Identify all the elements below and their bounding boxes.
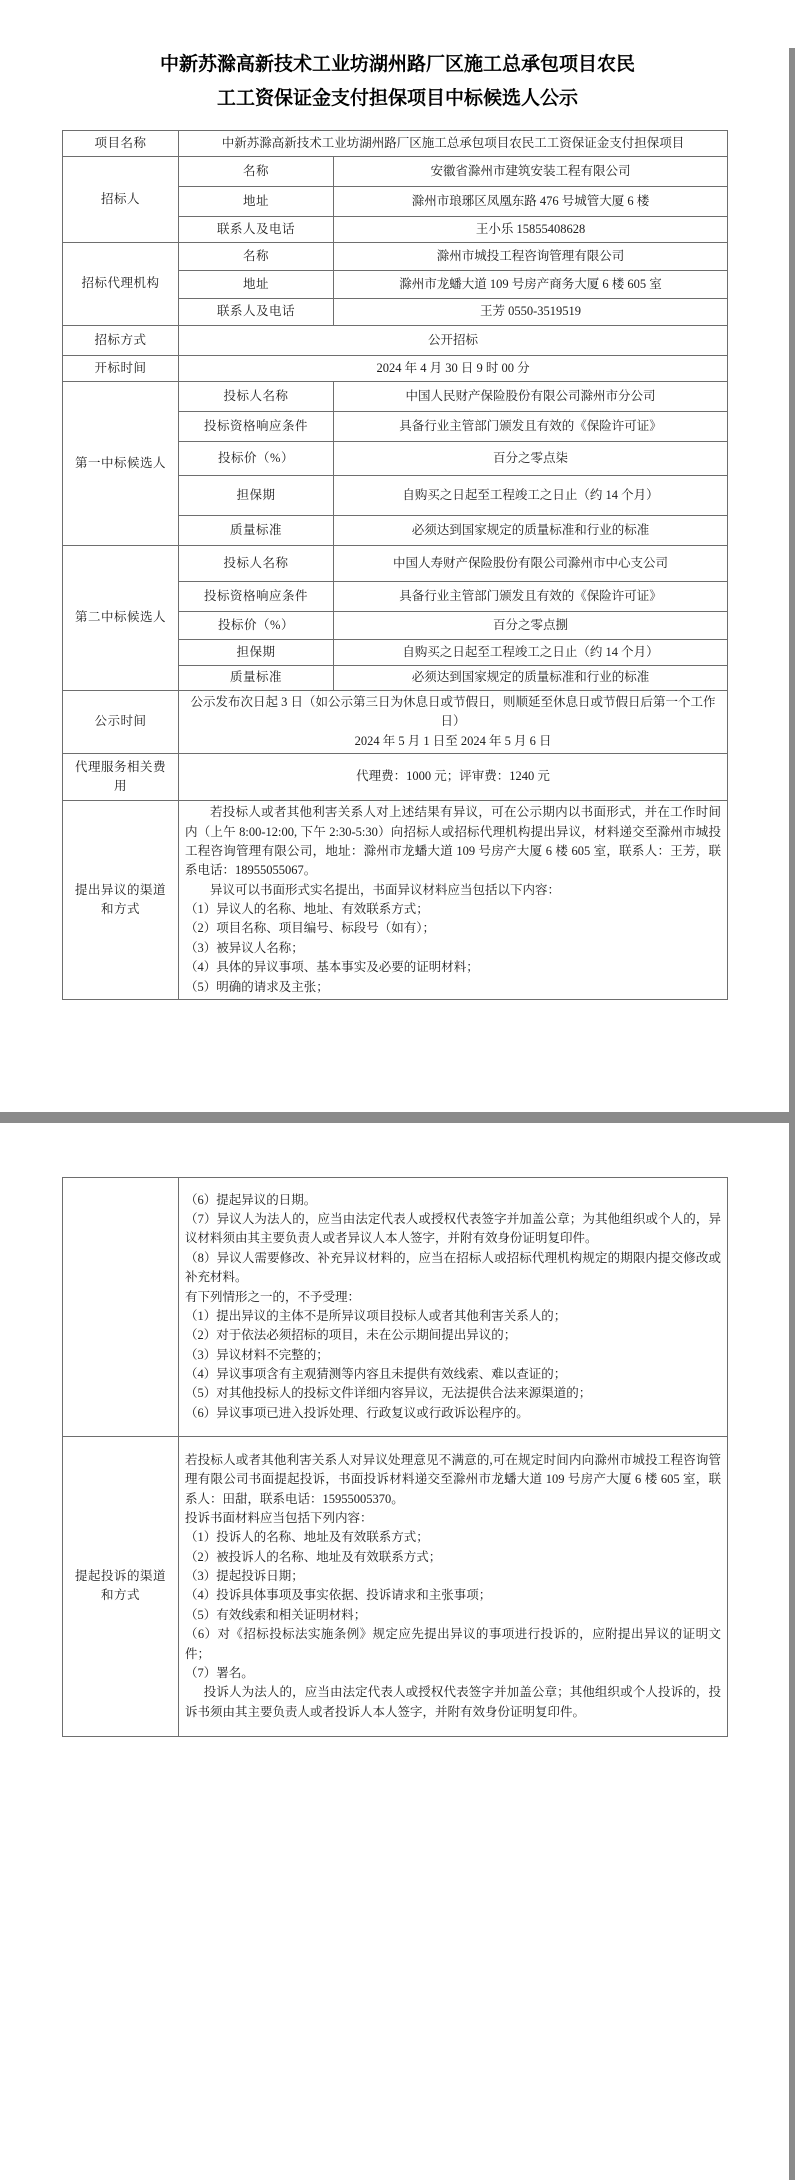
objection-list-item: （5）明确的请求及主张； <box>185 979 329 994</box>
document-page <box>0 48 795 1737</box>
agency-fee-label: 代理服务相关费用 <box>63 754 179 801</box>
candidate1-guarantee-period-value: 自购买之日起至工程竣工之日止（约 14 个月） <box>334 476 728 516</box>
bid-opening-time-value: 2024 年 4 月 30 日 9 时 00 分 <box>179 356 728 382</box>
table-row <box>63 1436 728 1736</box>
announcement-table-page2 <box>62 1177 728 1737</box>
objection-rejection-item: （4）异议事项含有主观猜测等内容且未提供有效线索、难以查证的； <box>185 1367 567 1381</box>
objection-continuation-content <box>179 1177 728 1436</box>
candidate1-qualification-value: 具备行业主管部门颁发且有效的《保险许可证》 <box>334 412 728 442</box>
publicity-time-dates: 2024 年 5 月 1 日至 2024 年 5 月 6 日 <box>354 733 552 748</box>
bid-method-label: 招标方式 <box>63 326 179 356</box>
agency-contact-label: 联系人及电话 <box>179 299 334 326</box>
candidate2-guarantee-period-value: 自购买之日起至工程竣工之日止（约 14 个月） <box>334 640 728 666</box>
candidate2-price-value: 百分之零点捌 <box>334 612 728 640</box>
objection-channel-content <box>179 801 728 1000</box>
complaint-paragraph: 若投标人或者其他利害关系人对异议处理意见不满意的,可在规定时间内向滁州市城投工程咨询管理有限公司书面提起投诉，书面投诉材料递交至滁州市龙蟠大道 109 号房产大厦 6 楼 605 室，联系人：田甜，联系电话：15955005370。 <box>185 1452 722 1506</box>
table-row <box>63 131 728 157</box>
agency-name-value: 滁州市城投工程咨询管理有限公司 <box>334 243 728 271</box>
tenderee-contact-label: 联系人及电话 <box>179 217 334 243</box>
agency-label: 招标代理机构 <box>63 243 179 326</box>
complaint-list-item: （4）投诉具体事项及事实依据、投诉请求和主张事项； <box>185 1588 492 1603</box>
candidate2-bidder-label: 投标人名称 <box>179 546 334 582</box>
complaint-list-item: （5）有效线索和相关证明材料； <box>185 1607 367 1622</box>
table-row <box>63 356 728 382</box>
table-row <box>63 691 728 754</box>
candidate2-qualification-label: 投标资格响应条件 <box>179 582 334 612</box>
candidate1-guarantee-period-label: 担保期 <box>179 476 334 516</box>
page1-bottom-margin <box>0 1000 795 1112</box>
page-break-bar <box>0 1112 795 1123</box>
objection-rejection-item: （3）异议材料不完整的； <box>185 1347 329 1362</box>
candidate2-guarantee-period-label: 担保期 <box>179 640 334 666</box>
table-row <box>63 243 728 271</box>
objection-list-item: （4）具体的异议事项、基本事实及必要的证明材料； <box>185 960 479 975</box>
agency-name-label: 名称 <box>179 243 334 271</box>
objection-rejection-item: （1）提出异议的主体不是所异议项目投标人或者其他利害关系人的； <box>185 1308 567 1323</box>
project-name-value: 中新苏滁高新技术工业坊湖州路厂区施工总承包项目农民工工资保证金支付担保项目 <box>179 131 728 157</box>
objection-list-item: （7）异议人为法人的，应当由法定代表人或授权代表签字并加盖公章；为其他组织或个人的，异议材料须由其主要负责人或者异议人本人签字，并附有效身份证明复印件。 <box>185 1212 722 1246</box>
agency-address-value: 滁州市龙蟠大道 109 号房产商务大厦 6 楼 605 室 <box>334 271 728 299</box>
candidate1-price-label: 投标价（%） <box>179 442 334 476</box>
publicity-time-value <box>179 691 728 754</box>
complaint-paragraph: 投诉书面材料应当包括下列内容： <box>185 1510 373 1525</box>
complaint-channel-content <box>179 1436 728 1736</box>
objection-paragraph: 异议可以书面形式实名提出，书面异议材料应当包括以下内容： <box>210 882 561 897</box>
tenderee-address-label: 地址 <box>179 187 334 217</box>
agency-address-label: 地址 <box>179 271 334 299</box>
candidate2-price-label: 投标价（%） <box>179 612 334 640</box>
candidate1-price-value: 百分之零点柒 <box>334 442 728 476</box>
tenderee-address-value: 滁州市琅琊区凤凰东路 476 号城管大厦 6 楼 <box>334 187 728 217</box>
agency-contact-value: 王芳 0550-3519519 <box>334 299 728 326</box>
candidate2-quality-label: 质量标准 <box>179 666 334 691</box>
agency-fee-value: 代理费：1000 元；评审费：1240 元 <box>179 754 728 801</box>
document-title <box>48 48 748 116</box>
table-row <box>63 326 728 356</box>
objection-rejection-item: （2）对于依法必须招标的项目，未在公示期间提出异议的； <box>185 1328 517 1343</box>
tenderee-name-label: 名称 <box>179 157 334 187</box>
objection-rejection-intro: 有下列情形之一的，不予受理： <box>185 1289 361 1304</box>
candidate1-quality-value: 必须达到国家规定的质量标准和行业的标准 <box>334 516 728 546</box>
table-row <box>63 1177 728 1436</box>
complaint-list-item: （3）提起投诉日期； <box>185 1569 304 1583</box>
objection-list-item: （6）提起异议的日期。 <box>185 1192 317 1207</box>
project-name-label: 项目名称 <box>63 131 179 157</box>
candidate1-bidder-label: 投标人名称 <box>179 382 334 412</box>
objection-continuation-label-empty <box>63 1177 179 1436</box>
tenderee-contact-value: 王小乐 15855408628 <box>334 217 728 243</box>
candidate1-label: 第一中标候选人 <box>63 382 179 546</box>
complaint-list-item: （7）署名。 <box>185 1665 254 1680</box>
objection-list-item: （1）异议人的名称、地址、有效联系方式； <box>185 902 429 916</box>
page2-top-margin <box>0 1123 795 1177</box>
candidate2-quality-value: 必须达到国家规定的质量标准和行业的标准 <box>334 666 728 691</box>
objection-list-item: （2）项目名称、项目编号、标段号（如有）； <box>185 921 436 936</box>
tenderee-name-value: 安徽省滁州市建筑安装工程有限公司 <box>334 157 728 187</box>
candidate1-bidder-value: 中国人民财产保险股份有限公司滁州市分公司 <box>334 382 728 412</box>
candidate2-bidder-value: 中国人寿财产保险股份有限公司滁州市中心支公司 <box>334 546 728 582</box>
complaint-channel-label: 提起投诉的渠道和方式 <box>63 1436 179 1736</box>
bid-method-value: 公开招标 <box>179 326 728 356</box>
candidate2-qualification-value: 具备行业主管部门颁发且有效的《保险许可证》 <box>334 582 728 612</box>
objection-channel-label: 提出异议的渠道和方式 <box>63 801 179 1000</box>
complaint-list-item: （6）对《招标投标法实施条例》规定应先提出异议的事项进行投诉的，应附提出异议的证明文件； <box>185 1627 722 1661</box>
objection-list-item: （8）异议人需要修改、补充异议材料的，应当在招标人或招标代理机构规定的期限内提交修改或补充材料。 <box>185 1250 722 1285</box>
objection-list-item: （3）被异议人名称； <box>185 940 304 955</box>
candidate2-label: 第二中标候选人 <box>63 546 179 691</box>
tenderee-label: 招标人 <box>63 157 179 243</box>
table-row <box>63 382 728 412</box>
objection-rejection-item: （6）异议事项已进入投诉处理、行政复议或行政诉讼程序的。 <box>185 1405 529 1420</box>
objection-rejection-item: （5）对其他投标人的投标文件详细内容异议，无法提供合法来源渠道的； <box>185 1386 592 1401</box>
table-row <box>63 754 728 801</box>
title-line-2: 工工资保证金支付担保项目中标候选人公示 <box>216 88 578 109</box>
announcement-table-page1 <box>62 130 728 1000</box>
viewer-edge-strip <box>789 48 795 2180</box>
table-row <box>63 546 728 582</box>
objection-paragraph: 若投标人或者其他利害关系人对上述结果有异议，可在公示期内以书面形式，并在工作时间内（上午 8:00-12:00, 下午 2:30-5:30）向招标人或招标代理机构提出异议，材料递交至滁州市城投工程咨询管理有限公司，地址：滁州市龙蟠大道 109 号房产大厦 6 楼 605 室，联系人：王芳，联系电话：18955055067。 <box>185 805 722 878</box>
bid-opening-time-label: 开标时间 <box>63 356 179 382</box>
publicity-time-label: 公示时间 <box>63 691 179 754</box>
candidate1-qualification-label: 投标资格响应条件 <box>179 412 334 442</box>
table-row <box>63 157 728 187</box>
complaint-list-item: （2）被投诉人的名称、地址及有效联系方式； <box>185 1549 442 1564</box>
complaint-list-item: （1）投诉人的名称、地址及有效联系方式； <box>185 1530 429 1545</box>
table-row <box>63 801 728 1000</box>
candidate1-quality-label: 质量标准 <box>179 516 334 546</box>
complaint-paragraph: 投诉人为法人的，应当由法定代表人或授权代表签字并加盖公章；其他组织或个人投诉的，投诉书须由其主要负责人或者投诉人本人签字，并附有效身份证明复印件。 <box>185 1685 722 1719</box>
publicity-time-rule: 公示发布次日起 3 日（如公示第三日为休息日或节假日，则顺延至休息日或节假日后第一个工作日） <box>190 695 716 729</box>
title-line-1: 中新苏滁高新技术工业坊湖州路厂区施工总承包项目农民 <box>159 54 635 75</box>
